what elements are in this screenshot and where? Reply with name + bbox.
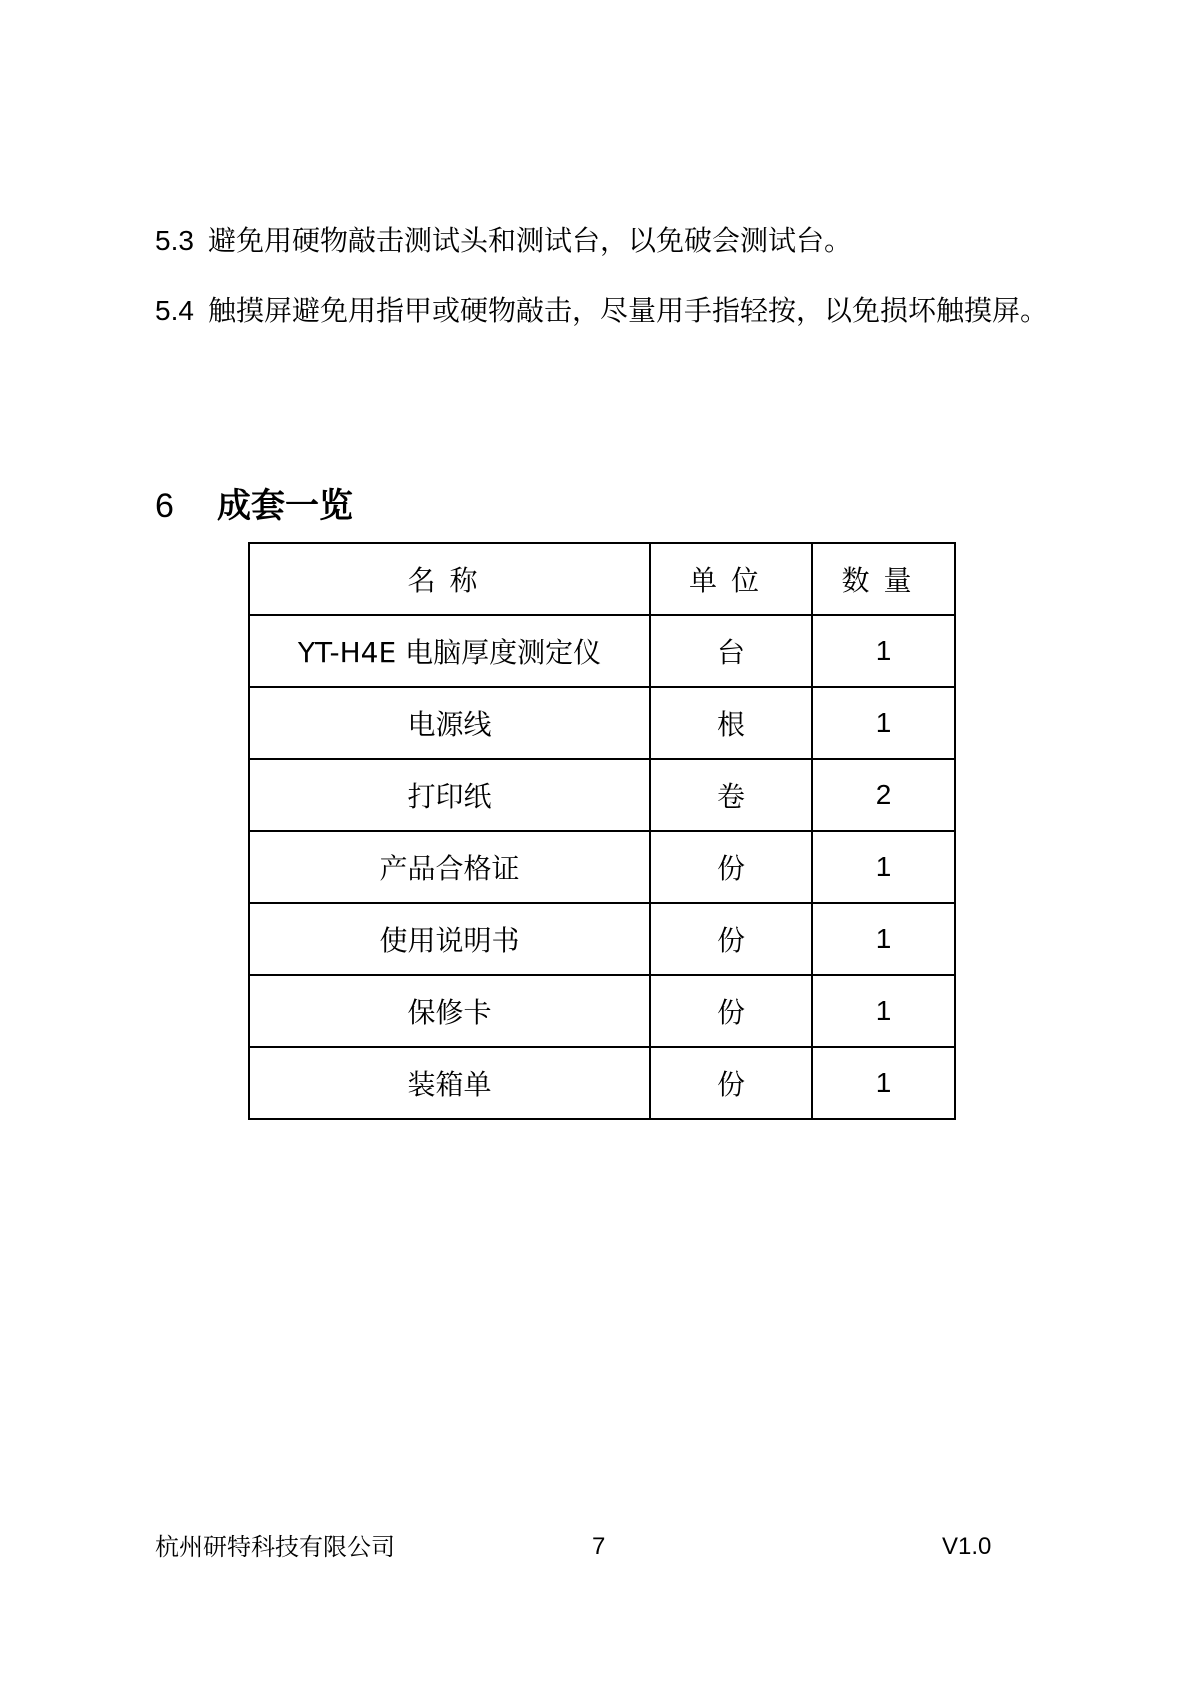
table-row: [249, 1047, 955, 1119]
cell-quantity: 1: [812, 687, 955, 759]
cell-quantity: 1: [812, 903, 955, 975]
section-title: 成套一览: [217, 486, 353, 526]
cell-name: 使用说明书: [249, 903, 650, 975]
item-text: 触摸屏避免用指甲或硬物敲击，尽量用手指轻按，以免损坏触摸屏。: [207, 294, 1048, 327]
header-unit: 单位: [650, 543, 812, 615]
cell-unit: 份: [650, 1047, 812, 1119]
footer-version: V1.0: [942, 1533, 992, 1560]
cell-quantity: 2: [812, 759, 955, 831]
cell-name: YT-H4E 电脑厚度测定仪: [249, 615, 650, 687]
cell-unit: 卷: [650, 759, 812, 831]
table-row: [249, 831, 955, 903]
table-row: [249, 975, 955, 1047]
table-row: [249, 615, 955, 687]
cell-unit: 份: [650, 831, 812, 903]
table-header-row: [249, 543, 955, 615]
paragraph-5-4: [155, 276, 1055, 346]
cell-quantity: 1: [812, 831, 955, 903]
cell-unit: 台: [650, 615, 812, 687]
section-number: 6: [155, 487, 174, 525]
header-quantity: 数量: [812, 543, 955, 615]
cell-quantity: 1: [812, 1047, 955, 1119]
cell-quantity: 1: [812, 615, 955, 687]
kit-list-table: [248, 542, 956, 1120]
table-row: [249, 687, 955, 759]
table-row: [249, 903, 955, 975]
footer-company: 杭州研特科技有限公司: [155, 1533, 395, 1561]
item-number: 5.3: [155, 225, 194, 256]
table-row: [249, 759, 955, 831]
cell-unit: 份: [650, 903, 812, 975]
cell-unit: 根: [650, 687, 812, 759]
paragraph-5-3: [155, 206, 852, 276]
cell-name: 打印纸: [249, 759, 650, 831]
header-name: 名称: [249, 543, 650, 615]
item-text: 避免用硬物敲击测试头和测试台，以免破会测试台。: [207, 224, 852, 257]
cell-name: 产品合格证: [249, 831, 650, 903]
cell-quantity: 1: [812, 975, 955, 1047]
footer-page-number: 7: [592, 1533, 606, 1560]
cell-name: 电源线: [249, 687, 650, 759]
cell-name: 装箱单: [249, 1047, 650, 1119]
cell-name: 保修卡: [249, 975, 650, 1047]
section-heading: [155, 484, 353, 528]
item-number: 5.4: [155, 295, 194, 326]
cell-unit: 份: [650, 975, 812, 1047]
